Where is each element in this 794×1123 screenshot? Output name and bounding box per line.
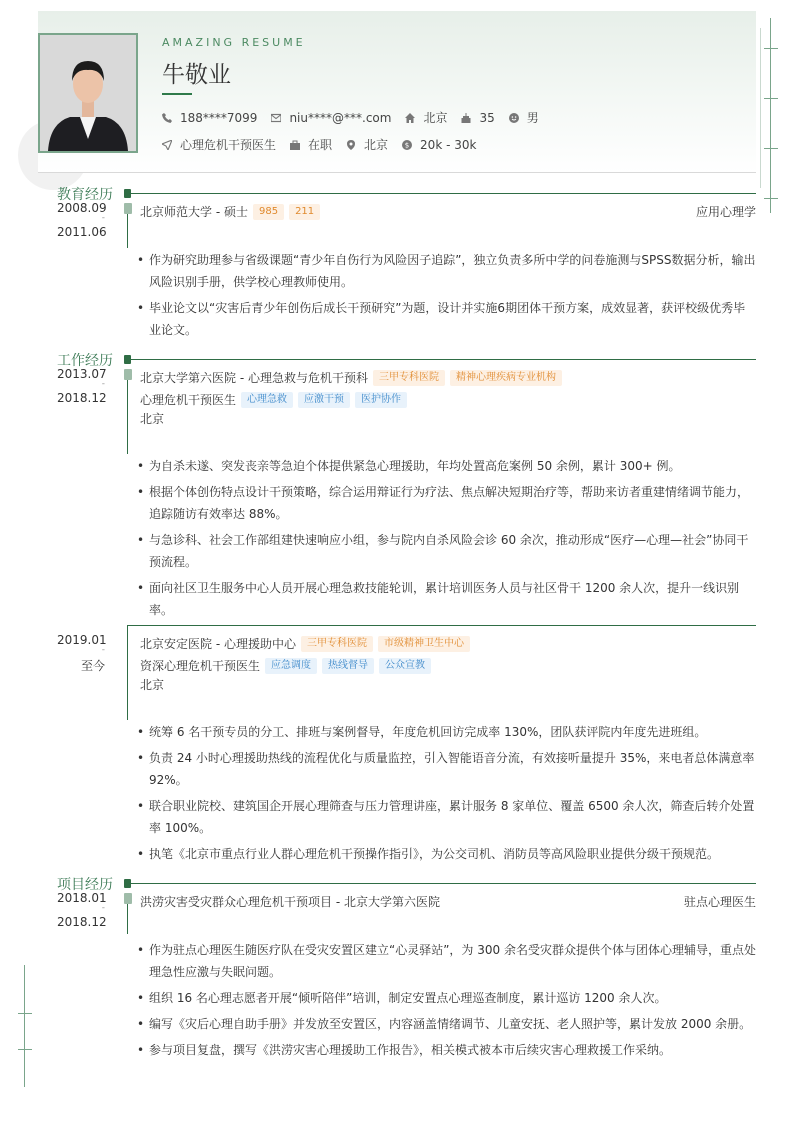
resume-subtitle: AMAZING RESUME (162, 36, 306, 49)
proj-start-date: 2018.01 (57, 891, 107, 905)
skill-tag: 应急调度 (265, 658, 317, 674)
edu-bullets (137, 249, 756, 345)
location-pin-icon (346, 140, 356, 150)
age-value: 35 (479, 110, 495, 125)
work2-city: 北京 (140, 678, 165, 692)
entry-divider (127, 625, 756, 626)
list-item: • 组织 16 名心理志愿者开展“倾听陪伴”培训，制定安置点心理巡查制度，累计巡访 1200 余人次。 (137, 987, 756, 1009)
skill-tag: 心理急救 (241, 392, 293, 408)
edu-title: 北京师范大学 - 硕士 (140, 205, 248, 219)
org-tag: 精神心理疾病专业机构 (450, 370, 562, 386)
entry-timeline (127, 380, 128, 454)
list-item: • 与急诊科、社会工作部组建快速响应小组，参与院内自杀风险会诊 60 余次，推动形成“医疗—心理—社会”协同干预流程。 (137, 529, 756, 573)
right-decor-tick (764, 98, 778, 99)
target-job-item (162, 136, 276, 153)
date-separator: - (101, 379, 105, 389)
section-divider (131, 883, 756, 884)
age-item (461, 111, 494, 125)
org-tag: 三甲专科医院 (301, 636, 373, 652)
header-divider (38, 172, 756, 173)
section-title-education: 教育经历 (57, 187, 113, 203)
work2-end-date: 至今 (80, 659, 105, 673)
work1-role-row (140, 391, 407, 408)
section-title-work: 工作经历 (57, 353, 113, 369)
list-item: • 根据个体创伤特点设计干预策略，综合运用辩证行为疗法、焦点解决短期治疗等，帮助来访者重建情绪调节能力，追踪随访有效率达 88%。 (137, 481, 756, 525)
briefcase-icon (290, 140, 300, 150)
section-marker (124, 355, 131, 364)
target-job-value: 心理危机干预医生 (180, 138, 277, 152)
phone-value: 188****7099 (180, 110, 258, 125)
section-divider (131, 359, 756, 360)
org-tag: 市级精神卫生中心 (378, 636, 470, 652)
gender-item (509, 109, 539, 126)
work2-role: 资深心理危机干预医生 (140, 659, 261, 673)
list-item: • 为自杀未遂、突发丧亲等急迫个体提供紧急心理援助，年均处置高危案例 50 余例，累计 300+ 例。 (137, 455, 756, 477)
proj-bullets (137, 939, 756, 1065)
work1-bullets (137, 455, 756, 625)
skill-tag: 应激干预 (298, 392, 350, 408)
entry-timeline (127, 625, 128, 720)
work2-title: 北京安定医院 - 心理援助中心 (140, 637, 296, 651)
send-icon (162, 140, 172, 150)
work2-bullets (137, 721, 756, 869)
list-item: • 面向社区卫生服务中心人员开展心理急救技能轮训，累计培训医务人员与社区骨干 1200 余人次，提升一线识别率。 (137, 577, 756, 621)
work1-end-date: 2018.12 (57, 391, 107, 405)
list-item: • 作为驻点心理医生随医疗队在受灾安置区建立“心灵驿站”，为 300 余名受灾群众提供个体与团体心理辅导，重点处理急性应激与失眠问题。 (137, 939, 756, 983)
work1-role: 心理危机干预医生 (140, 393, 237, 407)
right-decor-tick (764, 198, 778, 199)
entry-marker (124, 893, 132, 904)
edu-tag: 211 (289, 204, 320, 220)
edu-tag: 985 (253, 204, 284, 220)
section-marker (124, 189, 131, 198)
work1-title: 北京大学第六医院 - 心理急救与危机干预科 (140, 371, 368, 385)
org-tag: 三甲专科医院 (373, 370, 445, 386)
phone-item (162, 111, 257, 125)
list-item: • 统筹 6 名干预专员的分工、排班与案例督导，年度危机回访完成率 130%，团队获评院内年度先进班组。 (137, 721, 756, 743)
edu-start-date: 2008.09 (57, 201, 107, 215)
contact-row (162, 109, 553, 126)
status-item (290, 136, 332, 153)
proj-end-date: 2018.12 (57, 915, 107, 929)
work2-org (140, 635, 470, 652)
list-item: • 负责 24 小时心理援助热线的流程优化与质量监控，引入智能语音分流，有效接听量提升 35%，来电者总体满意率 92%。 (137, 747, 756, 791)
edu-school-degree (140, 203, 320, 220)
work-city-value: 北京 (364, 138, 389, 152)
home-city-item (405, 109, 447, 126)
skill-tag: 热线督导 (322, 658, 374, 674)
left-decor-line (24, 965, 25, 1087)
email-item (271, 111, 391, 125)
email-value: niu****@***.com (289, 110, 392, 125)
svg-text:$: $ (404, 141, 410, 150)
left-decor-tick (18, 1013, 32, 1014)
profile-photo (38, 33, 138, 153)
edu-end-date: 2011.06 (57, 225, 107, 239)
date-separator: - (101, 903, 105, 913)
phone-icon (162, 113, 172, 123)
name-underline (162, 93, 192, 95)
list-item: • 毕业论文以“灾害后青少年创伤后成长干预研究”为题，设计并实施6期团体干预方案，成效显著，获评校级优秀毕业论文。 (137, 297, 756, 341)
job-intent-row (162, 136, 490, 153)
home-icon (405, 113, 415, 123)
entry-marker (124, 203, 132, 214)
smile-icon (509, 113, 519, 123)
right-decor-tick (764, 148, 778, 149)
work1-org (140, 369, 562, 386)
money-icon (402, 140, 412, 150)
left-decor-tick (18, 1049, 32, 1050)
skill-tag: 医护协作 (355, 392, 407, 408)
work2-role-row (140, 657, 431, 674)
gender-value: 男 (526, 111, 539, 125)
home-city-value: 北京 (423, 111, 448, 125)
salary-value: 20k - 30k (420, 137, 477, 152)
section-title-project: 项目经历 (57, 877, 113, 893)
work2-start-date: 2019.01 (57, 633, 107, 647)
status-value: 在职 (308, 138, 333, 152)
date-separator: - (101, 645, 105, 655)
candidate-name: 牛敬业 (162, 62, 231, 88)
work1-start-date: 2013.07 (57, 367, 107, 381)
work-city-item (346, 136, 388, 153)
entry-marker (124, 369, 132, 380)
right-decor-tick (764, 48, 778, 49)
work1-city: 北京 (140, 412, 165, 426)
entry-timeline (127, 214, 128, 248)
date-separator: - (101, 213, 105, 223)
list-item: • 作为研究助理参与省级课题“青少年自伤行为风险因子追踪”，独立负责多所中学的问卷施测与SPSS数据分析，输出风险识别手册，供学校心理教师使用。 (137, 249, 756, 293)
mail-icon (271, 113, 281, 123)
cake-icon (461, 113, 471, 123)
list-item: • 编写《灾后心理自助手册》并发放至安置区，内容涵盖情绪调节、儿童安抚、老人照护等，累计发放 2000 余册。 (137, 1013, 756, 1035)
proj-title: 洪涝灾害受灾群众心理危机干预项目 - 北京大学第六医院 (140, 895, 440, 909)
section-divider (131, 193, 756, 194)
right-decor-line-inner (760, 28, 761, 188)
section-marker (124, 879, 131, 888)
skill-tag: 公众宣教 (379, 658, 431, 674)
edu-major: 应用心理学 (695, 205, 756, 219)
entry-timeline (127, 904, 128, 934)
salary-item (402, 138, 476, 152)
list-item: • 联合职业院校、建筑国企开展心理筛查与压力管理讲座，累计服务 8 家单位、覆盖 6500 余人次，筛查后转介处置率 100%。 (137, 795, 756, 839)
proj-role: 驻点心理医生 (683, 895, 756, 909)
list-item: • 参与项目复盘，撰写《洪涝灾害心理援助工作报告》，相关模式被本市后续灾害心理救援工作采纳。 (137, 1039, 756, 1061)
list-item: • 执笔《北京市重点行业人群心理危机干预操作指引》，为公交司机、消防员等高风险职业提供分级干预规范。 (137, 843, 756, 865)
